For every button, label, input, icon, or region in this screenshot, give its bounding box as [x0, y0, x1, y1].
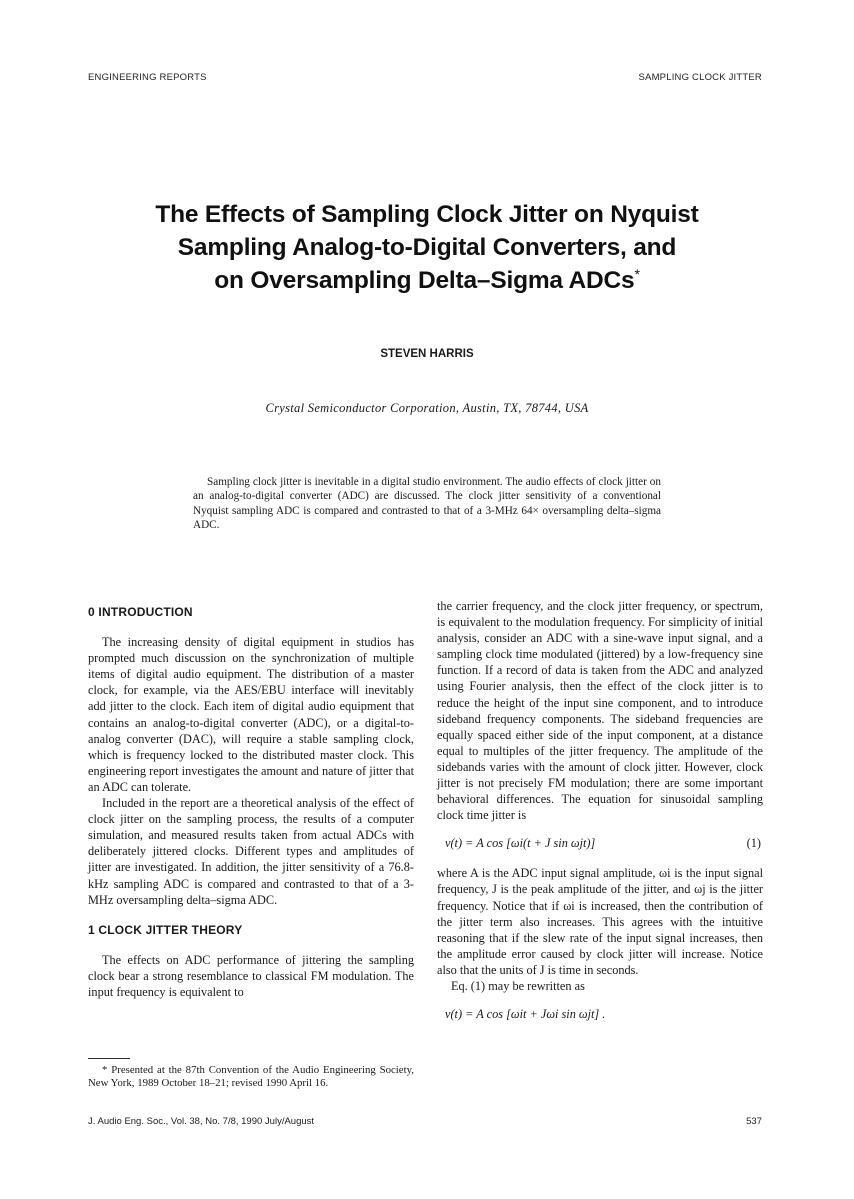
title-footnote-marker: * [634, 265, 640, 282]
paragraph-intro-1: The increasing density of digital equipment in studios has prompted much discussion on the synchronization of multiple items of digital audio equipment. The distribution of a master clock, for example, via the AES/EBU interface will inevitably add jitter to the clock. Each item of digital audio equipment that contains an analog-to-digital converter (ADC), or a digital-to-analog converter (DAC), will require a stable sampling clock, which is frequency locked to the distributed master clock. This engineering report investigates the amount and nature of jitter that an ADC can tolerate. [88, 635, 414, 794]
equation-1 [437, 835, 763, 853]
equation-1-number: (1) [746, 836, 761, 851]
title-line-1: The Effects of Sampling Clock Jitter on Nyquist [155, 201, 699, 228]
paragraph-theory-2: the carrier frequency, and the clock jitter frequency, or spectrum, is equivalent to the modulation frequency. For simplicity of initial analysis, consider an ADC with a sine-wave input signal, and a sampling clock time modulated (jittered) by a low-frequency sine function. If a record of data is taken from the ADC and analyzed using Fourier analysis, then the effect of the clock jitter is to reduce the height of the input sine component, and to introduce sideband frequency components. The sideband frequencies are equally spaced either side of the input component, at a distance equal to multiples of the jitter frequency. The amplitude of the sidebands varies with the amount of clock jitter. However, clock jitter is not precisely FM modulation; there are some important behavioral differences. The equation for sinusoidal sampling clock time jitter is [437, 599, 763, 823]
title-line-2: Sampling Analog-to-Digital Converters, and [177, 234, 677, 261]
footnote-divider [88, 1058, 130, 1059]
section-heading-introduction: 0 INTRODUCTION [88, 605, 193, 619]
equation-2 [437, 1006, 763, 1024]
title-line-3-text: on Oversampling Delta–Sigma ADCs [214, 267, 635, 294]
running-head-right: SAMPLING CLOCK JITTER [638, 72, 762, 83]
section-heading-clock-jitter-theory: 1 CLOCK JITTER THEORY [88, 922, 243, 937]
left-column [88, 604, 414, 1000]
equation-2-body: v(t) = A cos [ωit + Jωi sin ωjt] . [445, 1007, 606, 1022]
paragraph-intro-2: Included in the report are a theoretical analysis of the effect of clock jitter on the sampling process, the results of a computer simulation, and measured results taken from actual ADCs with deliberately jittered clocks. Different types and amplitudes of jitter are investigated. In addition, the jitter sensitivity of a 76.8-kHz sampling ADC is compared and contrasted to that of a 3-MHz oversampling delta–sigma ADC. [88, 796, 414, 907]
paragraph-theory-1: The effects on ADC performance of jittering the sampling clock bear a strong resemblance to classical FM modulation. The input frequency is equivalent to [88, 952, 414, 999]
right-column [437, 598, 763, 1036]
paper-title [0, 198, 854, 297]
author-affiliation: Crystal Semiconductor Corporation, Austin, TX, 78744, USA [265, 401, 589, 415]
footnote-text: * Presented at the 87th Convention of the Audio Engineering Society, New York, 1989 October 18–21; revised 1990 April 16. [88, 1064, 414, 1089]
abstract-text: Sampling clock jitter is inevitable in a digital studio environment. The audio effects of clock jitter on an analog-to-digital converter (ADC) are discussed. The clock jitter sensitivity of a conventional Nyquist sampling ADC is compared and contrasted to that of a 3-MHz 64× oversampling delta–sigma ADC. [193, 476, 661, 532]
page-number: 537 [746, 1116, 762, 1127]
author-name: STEVEN HARRIS [380, 348, 474, 360]
abstract [193, 475, 661, 533]
equation-1-body: v(t) = A cos [ωi(t + J sin ωjt)] [445, 836, 596, 851]
running-head-left: ENGINEERING REPORTS [88, 72, 207, 83]
paragraph-theory-3: where A is the ADC input signal amplitude, ωi is the input signal frequency, J is the peak amplitude of the jitter, and ωj is the jitter frequency. Notice that if ωi is increased, then the contribution of the jitter term also increases. This agrees with the intuitive reasoning that if the slew rate of the input signal increases, then the amplitude error caused by clock jitter will increase. Notice also that the units of J is time in seconds. [437, 866, 763, 977]
paragraph-theory-4: Eq. (1) may be rewritten as [451, 978, 585, 993]
title-line-3 [0, 264, 854, 297]
journal-citation: J. Audio Eng. Soc., Vol. 38, No. 7/8, 1990 July/August [88, 1116, 315, 1127]
footnote [88, 1064, 414, 1090]
